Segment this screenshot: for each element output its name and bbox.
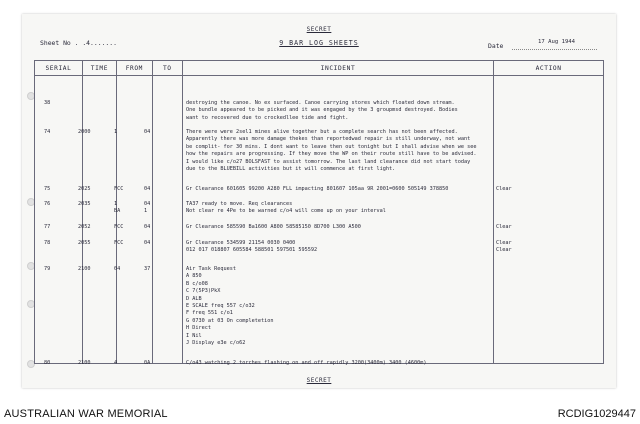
incident-line: Gr Clearance 534599 21154 0030 0400 <box>186 240 296 246</box>
column-header-action: ACTION <box>494 61 604 76</box>
from-cell: FCC <box>114 224 124 230</box>
incident-line: One bundle appeared to be picked and it was engaged by the 3 groupmsd destroyed. Bodies <box>186 107 458 114</box>
sheet-number-label: Sheet No . . <box>40 39 87 47</box>
incident-line: be complit- for 30 mins. I dont want to leave then out tonight but I shall advise when we see <box>186 143 477 150</box>
time-cell: 2052 <box>78 224 91 230</box>
serial-cell: 77 <box>44 224 51 230</box>
column-header-serial: SERIAL <box>35 61 83 76</box>
action-cell: Clear <box>496 186 512 192</box>
from-cell: 4 <box>114 360 118 366</box>
incident-line: C/o43 watching 2 torches flashing on and off rapidly 3200(3400m) 3400 (4600m) <box>186 360 427 366</box>
security-classification-top: SECRET <box>306 26 332 33</box>
action-cell: Clear <box>496 247 512 254</box>
incident-line: F freq 551 c/o1 <box>186 310 233 317</box>
sheet-number <box>40 39 117 47</box>
page-title: 9 BAR LOG SHEETS <box>279 39 359 47</box>
to-cell: 04 <box>144 186 151 192</box>
archive-reference-id: RCDIG1029447 <box>557 408 636 420</box>
to-cell: 37 <box>144 266 151 272</box>
time-cell: 2025 <box>78 186 91 192</box>
time-cell: 2000 <box>78 129 91 135</box>
column-header-to: TO <box>152 61 182 76</box>
incident-line: There were were 2sel1 mines alive together but a complete search has not been affected. <box>186 129 458 135</box>
incident-line: B c/o08 <box>186 280 208 287</box>
incident-line: J Display e3e c/o62 <box>186 340 246 346</box>
to-cell: 04 <box>144 240 151 246</box>
incident-line: Air Task Request <box>186 266 236 272</box>
serial-cell: 78 <box>44 240 51 246</box>
to-cell: 0A <box>144 360 151 366</box>
incident-line: TA37 ready to move. Req clearances <box>186 201 293 207</box>
to-cell: 1 <box>144 208 148 214</box>
column-header-time: TIME <box>82 61 116 76</box>
column-header-from: FROM <box>116 61 152 76</box>
to-cell: 04 <box>144 224 151 230</box>
log-sheet-page <box>22 14 616 388</box>
serial-cell: 76 <box>44 201 51 207</box>
security-classification-bottom: SECRET <box>306 377 332 384</box>
column-header-incident: INCIDENT <box>182 61 493 76</box>
from-cell: 1 <box>114 201 118 207</box>
incident-line: 012 017 018807 605584 588501 597501 595592 <box>186 247 318 254</box>
incident-line: H Direct <box>186 325 211 332</box>
incident-line: due to the BLUEBILL activities but it will commence at first light. <box>186 166 396 172</box>
log-table-header-row <box>35 61 604 76</box>
to-cell: 04 <box>144 129 151 135</box>
serial-cell: 79 <box>44 266 51 272</box>
serial-cell: 75 <box>44 186 51 192</box>
date-underline <box>512 49 597 50</box>
sheet-number-value: 4....... <box>86 39 117 47</box>
incident-line: Gr Clearance 585590 Ba1600 A800 58585150 8D700 L300 A500 <box>186 224 361 230</box>
time-cell: 2100 <box>78 266 91 272</box>
incident-line: Gr Clearance 601605 99200 A280 FLL impacting 801607 105aa 9R 2001=0600 505149 378850 <box>186 186 449 192</box>
from-cell: 04 <box>114 266 121 272</box>
incident-line: how the repairs are progressing. If they move the WP on their route still have to be advised. <box>186 151 477 158</box>
incident-line: A 850 <box>186 273 202 280</box>
from-cell: FCC <box>114 240 124 246</box>
date-label: Date <box>488 42 504 50</box>
action-cell: Clear <box>496 224 512 230</box>
incident-line: destroying the canoe. No ex surfaced. Canoe carrying stores which floated down stream. <box>186 100 455 106</box>
from-cell: 1 <box>114 129 118 135</box>
incident-line: I would like c/o27 BOLSFAST to assist tomorrow. The last land clearance did not start today <box>186 158 471 165</box>
incident-line: want to recovered due to crockedllee tide and fight. <box>186 114 349 121</box>
incident-line: G 0730 at 03 On completetion <box>186 317 274 324</box>
time-cell: 2100 <box>78 360 91 366</box>
serial-cell: 38 <box>44 100 51 106</box>
from-cell: FCC <box>114 186 124 192</box>
date-value: 17 Aug 1944 <box>538 39 576 45</box>
action-cell: Clear <box>496 240 512 246</box>
time-cell: 2035 <box>78 201 91 207</box>
archive-credit: AUSTRALIAN WAR MEMORIAL <box>4 408 168 420</box>
serial-cell: 74 <box>44 129 51 135</box>
incident-line: C 7(5P3)PkX <box>186 288 221 295</box>
incident-line: Apparently there was more damage thekes than reportedwad repair is still underway, not want <box>186 136 471 143</box>
serial-cell: 80 <box>44 360 51 366</box>
from-cell: BA <box>114 208 121 214</box>
incident-line: E SCALE freq 557 c/o32 <box>186 303 255 309</box>
incident-line: I Nil <box>186 332 202 339</box>
to-cell: 04 <box>144 201 151 207</box>
incident-line: D ALB <box>186 295 202 302</box>
incident-line: Not clear re 4Pe to be warned c/o4 will come up on your interval <box>186 208 386 215</box>
time-cell: 2055 <box>78 240 91 246</box>
